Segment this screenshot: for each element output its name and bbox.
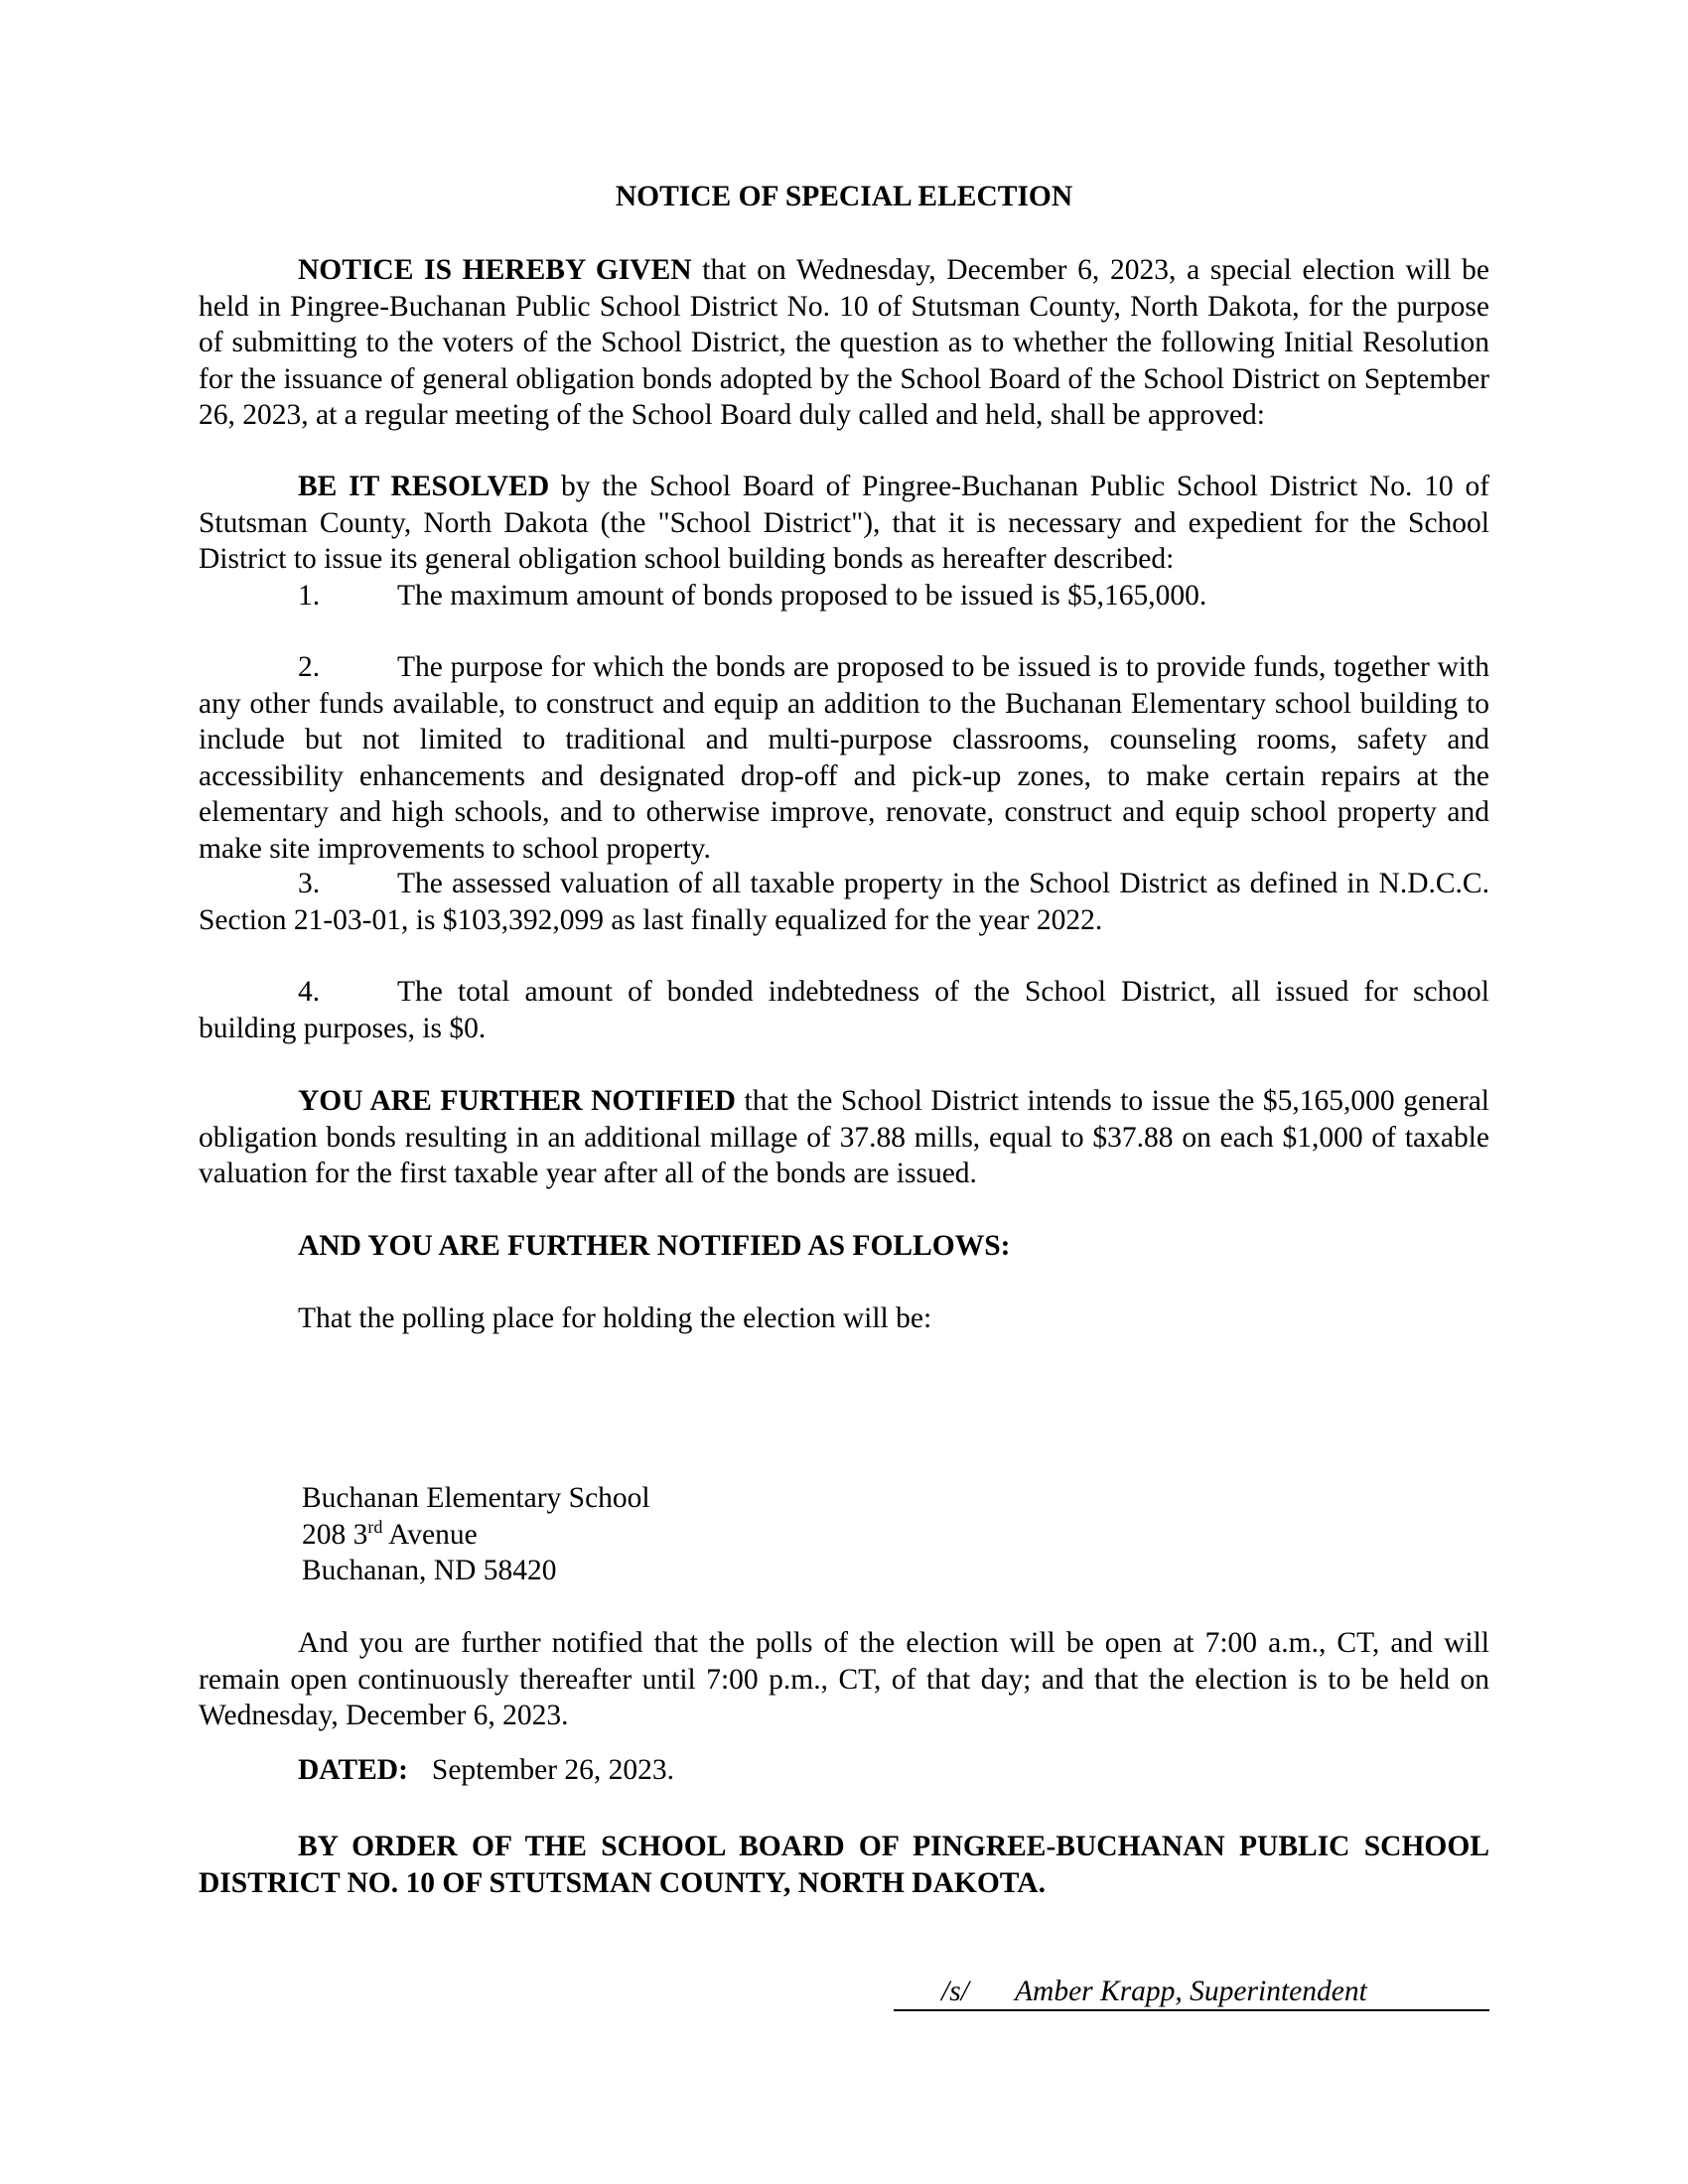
item-3-text: The assessed valuation of all taxable property in the School District as defined in N.D.C.C. Section 21-03-01, is $103,392,099 as last finally equalized for the year 2022.: [199, 868, 1489, 936]
signature-name: Amber Krapp, Superintendent: [1015, 1976, 1367, 2007]
item-4: [199, 974, 1489, 1046]
item-1-text: The maximum amount of bonds proposed to be issued is $5,165,000.: [397, 580, 1207, 612]
item-4-text: The total amount of bonded indebtedness of the School District, all issued for school building purposes, is $0.: [199, 976, 1489, 1044]
notice-title: NOTICE OF SPECIAL ELECTION: [615, 181, 1073, 212]
intro-text: that on Wednesday, December 6, 2023, a special election will be held in Pingree-Buchanan Public School District No. 10 of Stutsman County, North Dakota, for the purpose of submitting to the voters of the School District, the question as to whether the following Initial Resolution for the issuance of general obligation bonds adopted by the School Board of the School District on September 26, 2023, at a regular meeting of the School Board duly called and held, shall be approved:: [199, 254, 1489, 431]
item-1-number: 1.: [298, 580, 321, 612]
dated-label: DATED:: [298, 1754, 408, 1786]
resolution-paragraph: [199, 469, 1489, 578]
follows-heading: AND YOU ARE FURTHER NOTIFIED AS FOLLOWS:: [298, 1230, 1011, 1262]
dated-line: [298, 1752, 674, 1789]
polling-intro: That the polling place for holding the election will be:: [298, 1302, 932, 1334]
further-lead: YOU ARE FURTHER NOTIFIED: [298, 1085, 736, 1117]
further-paragraph: [199, 1083, 1489, 1192]
address-street-number: 208 3: [302, 1518, 368, 1551]
item-3-number: 3.: [298, 868, 321, 899]
address-city: Buchanan, ND 58420: [302, 1555, 557, 1586]
address-name: Buchanan Elementary School: [302, 1482, 650, 1514]
resolution-text: by the School Board of Pingree-Buchanan Public School District No. 10 of Stutsman County, North Dakota (the "School District"), that it is necessary and expedient for the School District to issue its general obligation school building bonds as hereafter described:: [199, 471, 1490, 575]
dated-value: September 26, 2023.: [431, 1754, 675, 1786]
item-4-number: 4.: [298, 976, 321, 1008]
polls-paragraph: And you are further notified that the polls of the election will be open at 7:00 a.m., CT, and will remain open continuously thereafter until 7:00 p.m., CT, of that day; and that the election is to be held on Wednesday, December 6, 2023.: [199, 1627, 1489, 1731]
item-2: [199, 649, 1489, 867]
address-street-suffix: rd: [367, 1516, 383, 1537]
resolution-lead: BE IT RESOLVED: [298, 471, 550, 502]
item-1: [199, 578, 1489, 614]
item-3: [199, 866, 1489, 938]
signature-prefix: /s/: [941, 1976, 969, 2007]
further-text: that the School District intends to issue the $5,165,000 general obligation bonds resulting in an additional millage of 37.88 mills, equal to $37.88 on each $1,000 of taxable valuation for the first taxable year after all of the bonds are issued.: [199, 1085, 1489, 1189]
intro-paragraph: [199, 252, 1489, 434]
order-paragraph: BY ORDER OF THE SCHOOL BOARD OF PINGREE-BUCHANAN PUBLIC SCHOOL DISTRICT NO. 10 OF STUTSMAN COUNTY, NORTH DAKOTA.: [199, 1831, 1489, 1899]
address-street: [302, 1517, 650, 1554]
address-street-name: Avenue: [382, 1518, 478, 1551]
intro-lead: NOTICE IS HEREBY GIVEN: [298, 254, 692, 286]
polling-address: [302, 1480, 650, 1589]
item-2-number: 2.: [298, 651, 321, 683]
signature-line: [894, 1974, 1489, 2011]
item-2-text: The purpose for which the bonds are proposed to be issued is to provide funds, together with any other funds available, to construct and equip an addition to the Buchanan Elementary school building to include but not limited to traditional and multi-purpose classrooms, counseling rooms, safety and accessibility enhancements and designated drop-off and pick-up zones, to make certain repairs at the elementary and high schools, and to otherwise improve, renovate, construct and equip school property and make site improvements to school property.: [199, 651, 1489, 865]
